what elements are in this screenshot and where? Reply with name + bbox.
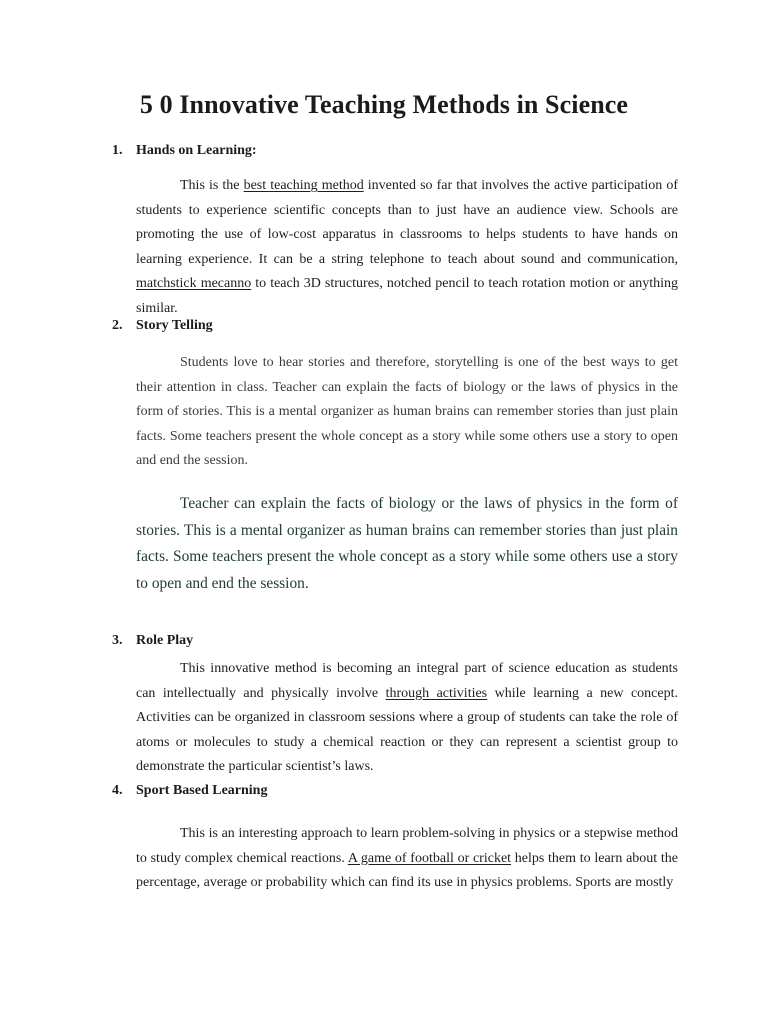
section-heading-sport-based-learning: [112, 783, 267, 799]
link-best-teaching-method[interactable]: best teaching method: [243, 178, 364, 193]
section-title: Hands on Learning:: [136, 143, 257, 158]
highlighted-quote: Teacher can explain the facts of biology or the laws of physics in the form of stories. This is a mental organizer as human brains can remember stories than just plain facts. Some teachers present the whole concept as a story while some others use a story to open and end the session.: [136, 495, 678, 592]
section-heading-story-telling: [112, 318, 213, 334]
section-heading-hands-on-learning: [112, 143, 257, 159]
page-title: 5 0 Innovative Teaching Methods in Science: [139, 90, 629, 119]
section-paragraph-sport-based-learning: This is an interesting approach to learn problem-solving in physics or a stepwise method to study complex chemical reactions. A game of football or cricket helps them to learn about the percentage, average or probability which can find its use in physics problems. Sports are mostly: [136, 826, 678, 891]
link-game-of-football-or-cricket[interactable]: A game of football or cricket: [347, 850, 512, 866]
section-title: Story Telling: [136, 318, 213, 333]
link-through-activities[interactable]: through activities: [385, 685, 488, 701]
section-number: 4.: [112, 783, 123, 798]
link-matchstick-mecanno[interactable]: matchstick mecanno: [136, 276, 252, 292]
section-paragraph-role-play: This innovative method is becoming an integral part of science education as students can intellectually and physically involve through activities while learning a new concept. Activities can be organized in classroom sessions where a group of students can take the role of atoms or molecules to study a chemical reaction or they can represent a scientist group to demonstrate the particular scientist’s laws.: [136, 661, 678, 775]
section-number: 1.: [112, 143, 123, 158]
section-title: Sport Based Learning: [136, 783, 268, 798]
section-paragraph-story-telling: Students love to hear stories and therefore, storytelling is one of the best ways to get their attention in class. Teacher can explain the facts of biology or the laws of physics in the form of stories. This is a mental organizer as human brains can remember stories than just plain facts. Some teachers present the whole concept as a story while some others use a story to open and end the session.: [136, 355, 678, 469]
section-number: 3.: [112, 633, 123, 648]
section-heading-role-play: [112, 633, 193, 649]
section-paragraph-hands-on-learning: This is the best teaching method invented so far that involves the active participation of students to experience scientific concepts than to just have an audience view. Schools are promoting the use of low-cost apparatus in classrooms to helps students to have hands on learning experience. It can be a string telephone to teach about sound and communication, matchstick mecanno to teach 3D structures, notched pencil to teach rotation motion or anything similar.: [136, 178, 678, 316]
section-title: Role Play: [136, 633, 194, 648]
section-number: 2.: [112, 318, 123, 333]
